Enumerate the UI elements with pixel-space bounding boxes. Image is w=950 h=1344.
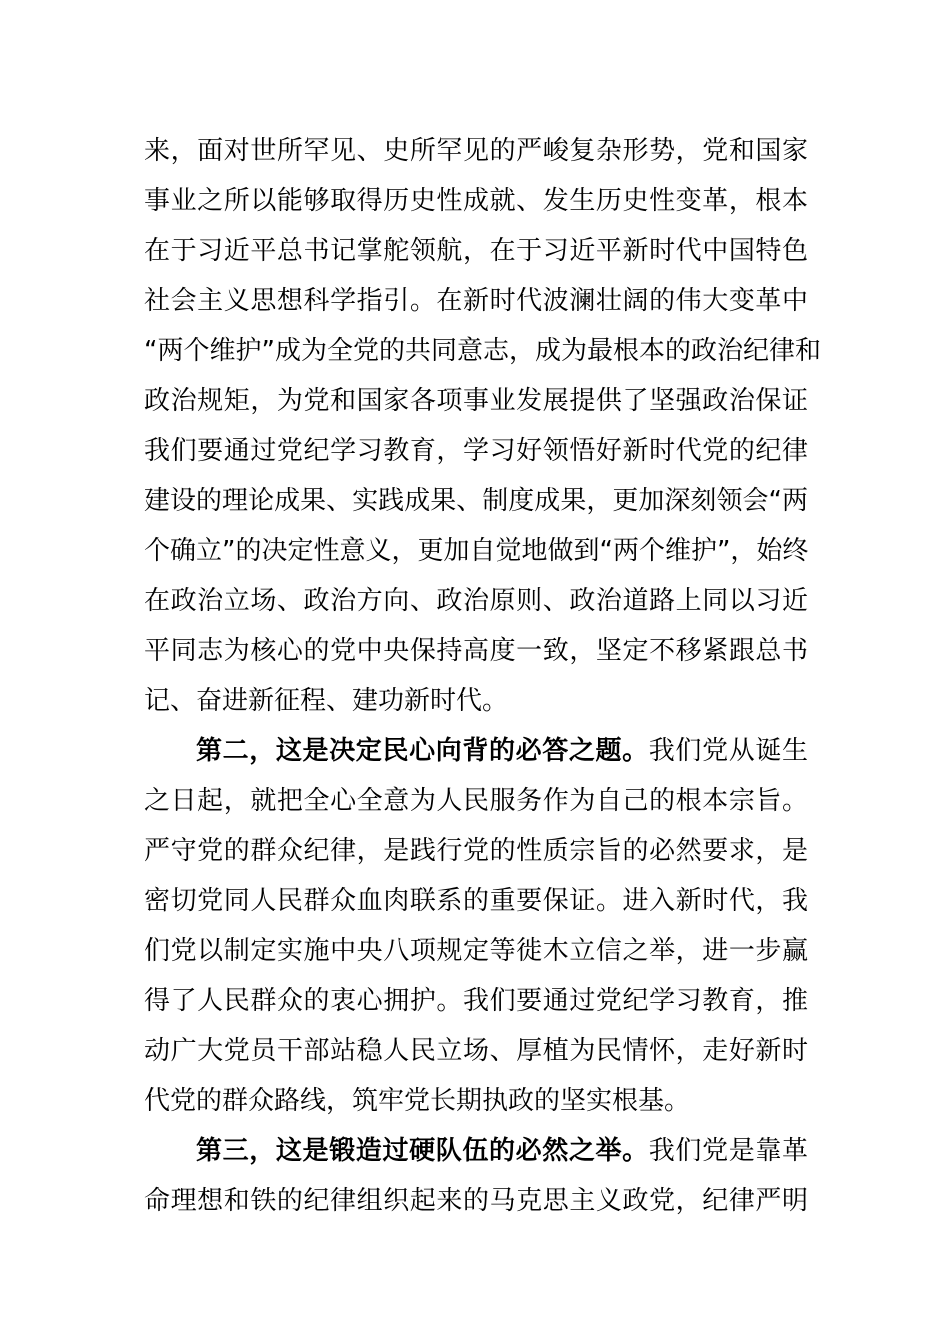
paragraph-2 [144,726,808,1126]
paragraph-first-line [144,1126,808,1176]
paragraph-1 [144,126,821,726]
text-line: “两个维护”成为全党的共同意志，成为最根本的政治纪律和 [144,336,821,366]
text-line: 建设的理论成果、实践成果、制度成果，更加深刻领会“两 [144,486,808,516]
text-line: 命理想和铁的纪律组织起来的马克思主义政党，纪律严明 [144,1186,808,1216]
paragraph-heading: 第三，这是锻造过硬队伍的必然之举。 [196,1136,649,1166]
text-line: 个确立”的决定性意义，更加自觉地做到“两个维护”，始终 [144,536,809,566]
text-line: 在于习近平总书记掌舵领航，在于习近平新时代中国特色 [144,236,808,266]
text-line: 得了人民群众的衷心拥护。我们要通过党纪学习教育，推 [144,986,808,1016]
paragraph-heading: 第二，这是决定民心向背的必答之题。 [196,736,649,766]
text-line: 平同志为核心的党中央保持高度一致，坚定不移紧跟总书 [144,636,808,666]
text-line: 政治规矩，为党和国家各项事业发展提供了坚强政治保证 [144,386,808,416]
text-line: 之日起，就把全心全意为人民服务作为自己的根本宗旨。 [144,786,808,816]
document-body [144,126,821,1226]
text-line: 记、奋进新征程、建功新时代。 [144,686,509,716]
text-line: 们党以制定实施中央八项规定等徙木立信之举，进一步赢 [144,936,808,966]
paragraph-3 [144,1126,808,1226]
text-line: 严守党的群众纪律，是践行党的性质宗旨的必然要求，是 [144,836,808,866]
paragraph-text: 我们党从诞生 [648,736,808,766]
paragraph-first-line [144,726,808,776]
paragraph-text: 我们党是靠革 [648,1136,808,1166]
text-line: 来，面对世所罕见、史所罕见的严峻复杂形势，党和国家 [144,136,808,166]
text-line: 代党的群众路线，筑牢党长期执政的坚实根基。 [144,1086,691,1116]
text-line: 动广大党员干部站稳人民立场、厚植为民情怀，走好新时 [144,1036,808,1066]
text-line: 密切党同人民群众血肉联系的重要保证。进入新时代，我 [144,886,808,916]
text-line: 在政治立场、政治方向、政治原则、政治道路上同以习近 [144,586,808,616]
text-line: 社会主义思想科学指引。在新时代波澜壮阔的伟大变革中 [144,286,808,316]
text-line: 我们要通过党纪学习教育，学习好领悟好新时代党的纪律 [144,436,808,466]
text-line: 事业之所以能够取得历史性成就、发生历史性变革，根本 [144,186,808,216]
